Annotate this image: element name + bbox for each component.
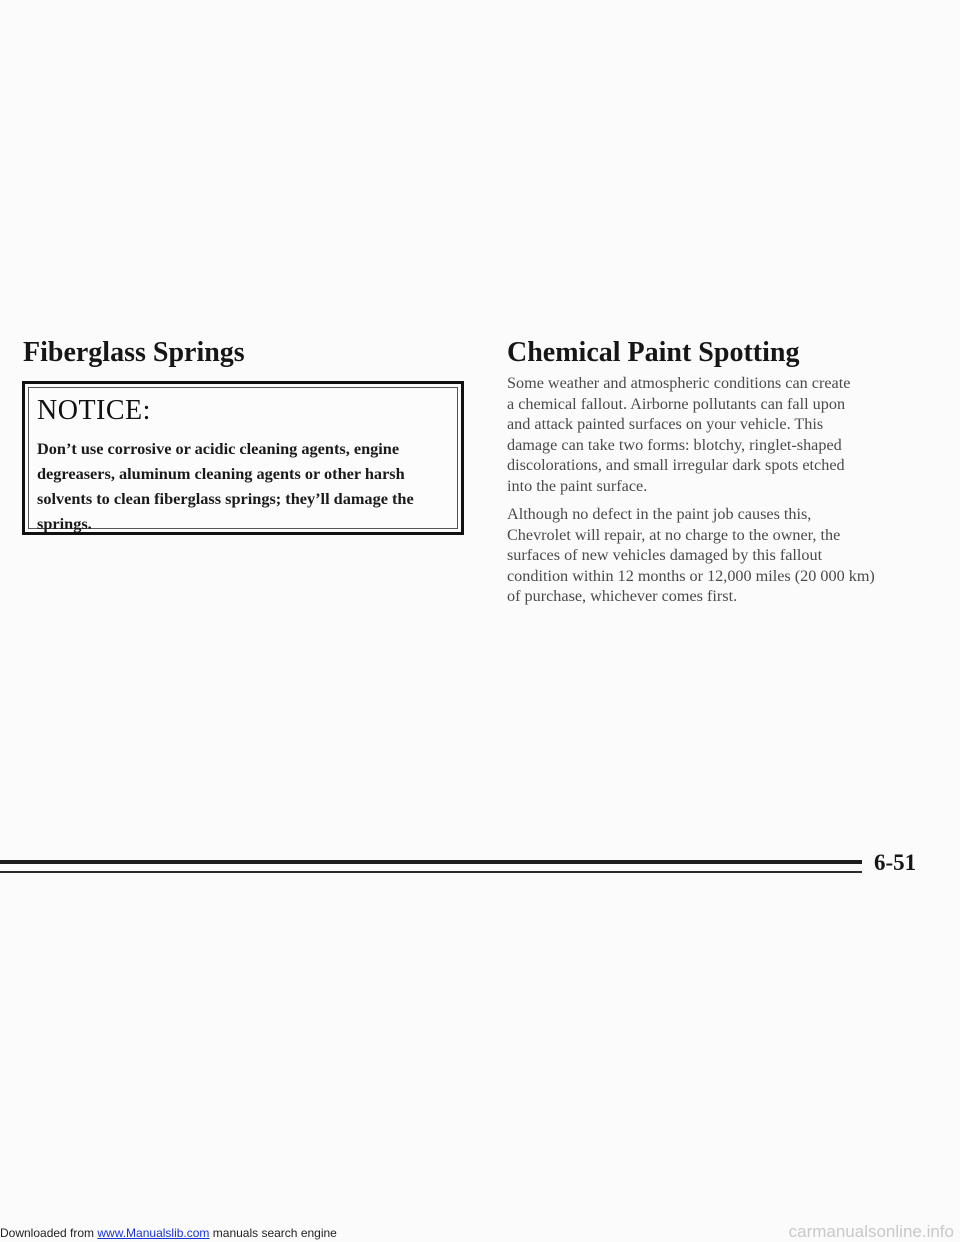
paragraph-line: into the paint surface. <box>507 476 648 495</box>
footer-rule-thin <box>0 871 862 873</box>
manualslib-link[interactable]: www.Manualslib.com <box>97 1226 210 1240</box>
paragraph-line: Chevrolet will repair, at no charge to the owner, the <box>507 525 841 544</box>
page-number: 6-51 <box>874 850 917 875</box>
paragraph-line: discolorations, and small irregular dark spots etched <box>507 456 845 474</box>
paragraph-line: of purchase, whichever comes first. <box>507 587 738 605</box>
paragraph-line: a chemical fallout. Airborne pollutants can fall upon <box>507 394 846 413</box>
paragraph-line: Some weather and atmospheric conditions can create <box>507 374 851 392</box>
notice-heading: NOTICE: <box>37 395 151 426</box>
footer-rule-thick <box>0 860 862 864</box>
paragraph-line: and attack painted surfaces on your vehicle. This <box>507 415 824 433</box>
notice-text: Don’t use corrosive or acidic cleaning agents, engine degreasers, aluminum cleaning agents or other harsh solvents to clean fiberglass springs; they’ll damage the springs. <box>37 439 414 533</box>
paragraph-repair-policy <box>507 504 937 607</box>
section-title-chemical-paint-spotting: Chemical Paint Spotting <box>507 337 800 368</box>
banner-suffix: manuals search engine <box>209 1226 337 1240</box>
paragraph-line: condition within 12 months or 12,000 miles (20 000 km) <box>507 566 875 585</box>
download-banner <box>0 1225 337 1241</box>
paragraph-line: Although no defect in the paint job causes this, <box>507 505 812 523</box>
banner-prefix: Downloaded from <box>0 1226 98 1240</box>
paragraph-line: damage can take two forms: blotchy, ringlet-shaped <box>507 435 842 454</box>
watermark: carmanualsonline.info <box>788 1222 954 1241</box>
paragraph-line: surfaces of new vehicles damaged by this fallout <box>507 546 823 564</box>
paragraph-chemical-fallout <box>507 373 937 496</box>
section-title-fiberglass-springs: Fiberglass Springs <box>23 337 245 368</box>
notice-box <box>22 381 464 535</box>
